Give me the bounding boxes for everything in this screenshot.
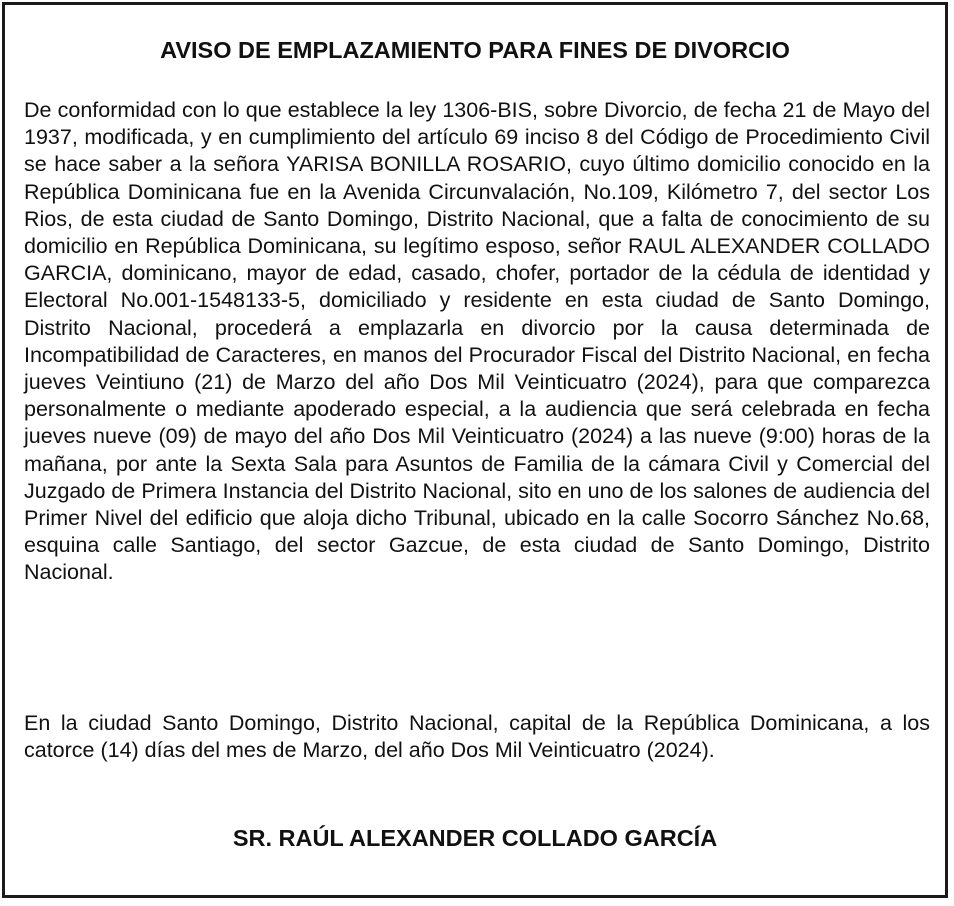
notice-title: AVISO DE EMPLAZAMIENTO PARA FINES DE DIVORCIO [160,37,790,63]
legal-notice [2,2,948,898]
signature-name: SR. RAÚL ALEXANDER COLLADO GARCÍA [232,825,718,851]
notice-body-paragraph: De conformidad con lo que establece la ley 1306-BIS, sobre Divorcio, de fecha 21 de Mayo del 1937, modificada, y en cumplimiento del artículo 69 inciso 8 del Código de Procedimiento Civil se hace saber a la señora YARISA BONILLA ROSARIO, cuyo último domicilio conocido en la República Dominicana fue en la Avenida Circunvalación, No.109, Kilómetro 7, del sector Los Rios, de esta ciudad de Santo Domingo, Distrito Nacional, que a falta de conocimiento de su domicilio en República Dominicana, su legítimo esposo, señor RAUL ALEXANDER COLLADO GARCIA, dominicano, mayor de edad, casado, chofer, portador de la cédula de identidad y Electoral No.001-1548133-5, domiciliado y residente en esta ciudad de Santo Domingo, Distrito Nacional, procederá a emplazarla en divorcio por la causa determinada de Incompatibilidad de Caracteres, en manos del Procurador Fiscal del Distrito Nacional, en fecha jueves Veintiuno (21) de Marzo del año Dos Mil Veinticuatro (2024), para que comparezca personalmente o mediante apoderado especial, a la audiencia que será celebrada en fecha jueves nueve (09) de mayo del año Dos Mil Veinticuatro (2024) a las nueve (9:00) horas de la mañana, por ante la Sexta Sala para Asuntos de Familia de la cámara Civil y Comercial del Juzgado de Primera Instancia del Distrito Nacional, sito en uno de los salones de audiencia del Primer Nivel del edificio que aloja dicho Tribunal, ubicado en la calle Socorro Sánchez No.68, esquina calle Santiago, del sector Gazcue, de esta ciudad de Santo Domingo, Distrito Nacional. [24,98,930,585]
notice-date-paragraph: En la ciudad Santo Domingo, Distrito Nacional, capital de la República Dominicana, a los catorce (14) días del mes de Marzo, del año Dos Mil Veinticuatro (2024). [24,711,930,763]
